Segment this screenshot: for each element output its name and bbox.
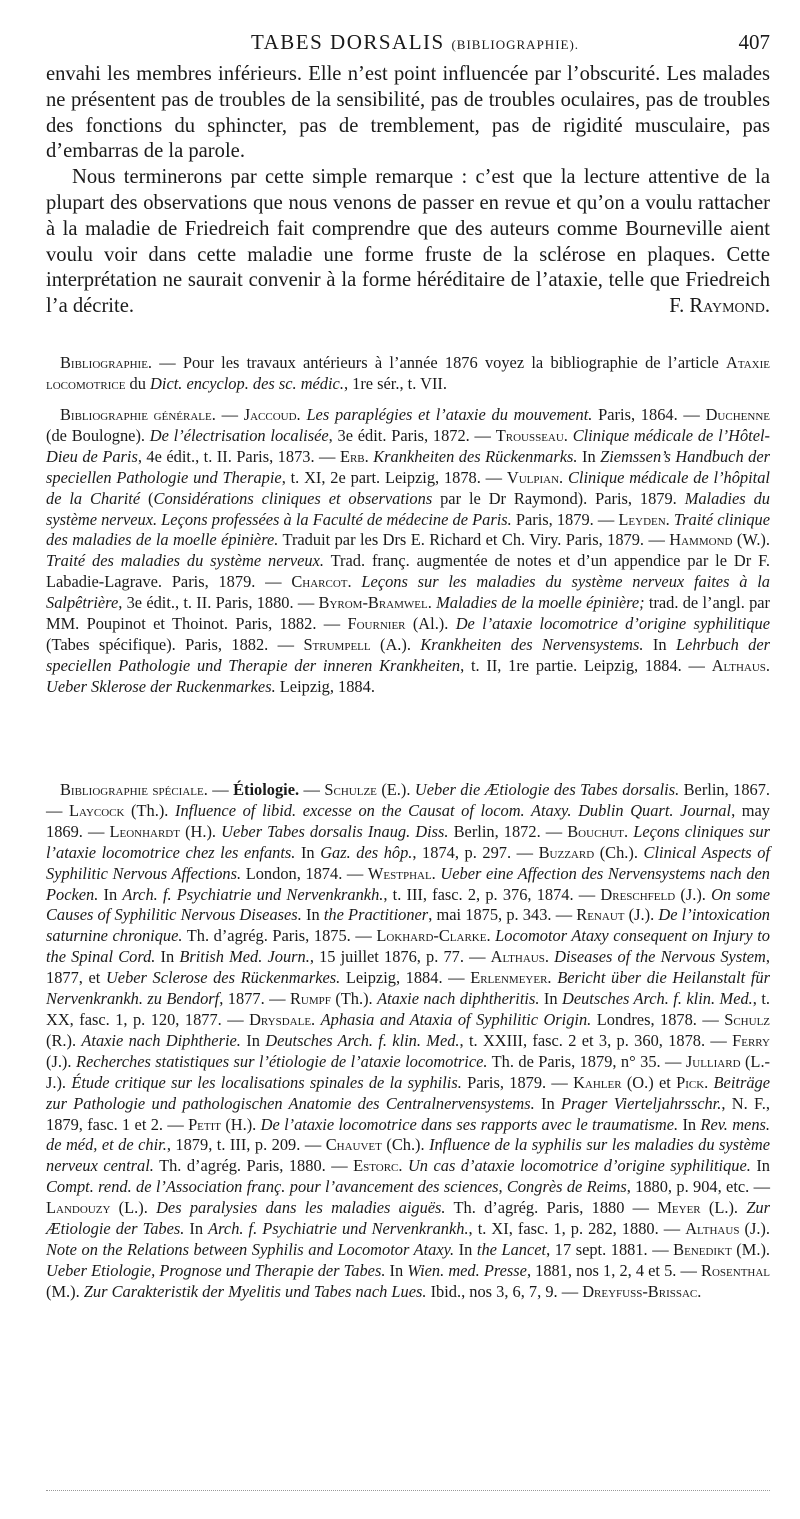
text-run: (H.).: [221, 1114, 261, 1134]
text-run: , 4e édit., t. II. Paris, 1873. —: [137, 446, 340, 466]
text-run: (R.).: [46, 1030, 82, 1050]
text-run: Kahler: [573, 1072, 622, 1092]
text-run: Considérations cliniques et observations: [153, 488, 433, 508]
text-run: Duchenne: [705, 405, 770, 424]
text-run: Benedikt: [673, 1239, 732, 1259]
text-run: (Al.).: [405, 614, 456, 634]
text-run: , 3e édit., t. II. Paris, 1880. —: [118, 593, 319, 613]
text-run: Althaus: [685, 1219, 740, 1239]
text-run: Leyden.: [618, 509, 670, 529]
text-run: , 15 juillet 1876, p. 77. —: [309, 947, 491, 967]
text-run: (O.) et: [621, 1072, 677, 1092]
text-run: , t. XX, fasc. 1, p. 120, 1877. —: [46, 989, 770, 1029]
text-run: Ibid., nos 3, 6, 7, 9. —: [426, 1281, 583, 1301]
page-number: 407: [738, 30, 770, 54]
text-run: Westphal.: [367, 863, 436, 883]
text-run: In: [643, 634, 676, 654]
text-run: Dreschfeld: [600, 884, 676, 904]
text-run: Ueber die Ætiologie des Tabes dorsalis.: [414, 780, 680, 799]
text-run: Rev. mens. de méd, et de chir.: [46, 1114, 770, 1155]
text-run: Traité clinique des maladies de la moelle épinière.: [46, 509, 770, 550]
bibliography-paragraph-1: [46, 353, 770, 395]
paragraph-2: [46, 165, 770, 320]
text-run: Ueber eine Affection des Nervensystems nach den Pocken.: [46, 863, 770, 904]
text-run: Schulze: [324, 780, 377, 799]
text-run: On some Causes of Syphilitic Nervous Diseases.: [46, 884, 770, 925]
bibliography-special: [46, 780, 770, 1303]
text-run: , 17 sept. 1881. —: [546, 1239, 674, 1259]
text-run: Recherches statistiques sur l’étiologie de l’ataxie locomotrice.: [75, 1051, 488, 1071]
text-run: (L.-J.).: [46, 1051, 770, 1092]
text-run: Ueber Tabes dorsalis Inaug. Diss.: [221, 821, 449, 841]
text-run: , 1874, p. 297. —: [412, 842, 539, 862]
text-run: Ueber Etiologie, Prognose und Therapie der Tabes.: [46, 1260, 386, 1280]
text-run: (M.).: [731, 1239, 770, 1259]
text-run: Traité des maladies du système nerveux.: [46, 551, 325, 571]
text-run: Ataxie locomotrice: [46, 353, 770, 393]
text-run: the Lancet: [476, 1239, 547, 1259]
text-run: Th. d’agrég. Paris, 1880. —: [153, 1156, 354, 1176]
text-run: Leçons sur les maladies du système nerveux faites à la Salpêtrière: [46, 572, 770, 613]
text-run: In: [577, 446, 601, 466]
text-run: , 1re sér., t. VII.: [343, 373, 447, 393]
text-run: In: [295, 842, 321, 862]
text-run: Laycock: [69, 800, 125, 820]
text-run: , 1877. —: [219, 989, 290, 1009]
text-run: , 1879, t. III, p. 209. —: [166, 1135, 326, 1155]
paragraph-2-text: Nous terminerons par cette simple remarque : c’est que la lecture attentive de la plupart des observations que nous venons de passer en revue et qu’on a voulu rattacher à la maladie de Friedreich fait comprendre que des auteurs comme Bourneville aient voulu voir dans cette maladie une forme fruste de la sclérose en plaques. Cette interprétation ne saurait convenir à la forme héréditaire de l’ataxie, telle que Friedreich l’a décrite.: [46, 166, 770, 318]
text-run: , 1880, p. 904, etc. —: [626, 1177, 770, 1197]
text-run: Buzzard: [538, 842, 595, 862]
text-run: (L.).: [700, 1198, 747, 1218]
text-run: Lokhard-Clarke.: [376, 926, 491, 946]
text-run: Rumpf: [289, 989, 331, 1009]
text-run: trad. de l’angl. par MM. Poupinot et Thoinot. Paris, 1882. —: [46, 593, 770, 634]
body-text: [46, 62, 770, 320]
text-run: In: [385, 1260, 408, 1280]
text-run: , N. F., 1879, fasc. 1 et 2. —: [46, 1093, 770, 1134]
bibliography-general: [46, 405, 770, 698]
text-run: (M.).: [46, 1281, 84, 1301]
text-run: De l’ataxie locomotrice dans ses rapports avec le traumatisme.: [260, 1114, 679, 1134]
running-head-title: TABES DORSALIS: [250, 30, 445, 54]
text-run: Julliard: [685, 1051, 741, 1071]
bibliography-intro: [46, 353, 770, 395]
text-run: De l’électrisation localisée: [149, 425, 329, 445]
text-run: Traduit par les Drs E. Richard et Ch. Viry. Paris, 1879. —: [278, 530, 670, 550]
text-run: Petit: [188, 1114, 221, 1134]
text-run: British Med. Journ.: [179, 947, 310, 967]
text-run: Pick.: [676, 1072, 709, 1092]
text-run: Erlenmeyer.: [470, 968, 552, 988]
text-run: In: [240, 1030, 266, 1050]
text-run: — Pour les travaux antérieurs à l’année 1876 voyez la bibliographie de l’article: [152, 353, 727, 372]
running-head-subtitle: (BIBLIOGRAPHIE).: [451, 37, 580, 52]
text-run: Les paraplégies et l’ataxie du mouvement.: [306, 405, 593, 424]
text-run: Zur Carakteristik der Myelitis und Tabes nach Lues.: [83, 1281, 427, 1301]
text-run: Prager Vierteljahrsschr.: [560, 1093, 722, 1113]
text-run: , t. XI, 2e part. Leipzig, 1878. —: [281, 467, 507, 487]
text-run: Bericht über die Heilanstalt für Nervenkrankh. zu Bendorf: [46, 968, 770, 1009]
text-run: Aphasia and Ataxia of Syphilitic Origin.: [320, 1009, 592, 1029]
text-run: Influence de la syphilis sur les maladies du système nerveux central.: [46, 1135, 770, 1176]
text-run: Hammond: [669, 530, 733, 550]
text-run: Trad. franç. augmentée de notes et d’un appendice par le Dr F. Labadie-Lagrave. Paris, 1879. —: [46, 551, 770, 592]
text-run: (J.).: [624, 905, 659, 925]
text-run: London, 1874. —: [241, 863, 368, 883]
text-run: Ueber Sclerose des Rückenmarkes.: [105, 968, 341, 988]
text-run: —: [215, 405, 244, 424]
text-run: (Th.).: [330, 989, 378, 1009]
text-run: , may 1869. —: [46, 800, 770, 841]
text-run: Bibliographie.: [60, 353, 153, 372]
text-run: Th. d’agrég. Paris, 1875. —: [182, 926, 377, 946]
text-run: (J.).: [46, 1051, 76, 1071]
text-run: Bibliographie spéciale.: [60, 780, 208, 799]
text-run: Ferry: [732, 1030, 770, 1050]
text-run: Un cas d’ataxie locomotrice d’origine syphilitique.: [407, 1156, 751, 1176]
running-head: [60, 30, 770, 55]
text-run: Schulz: [724, 1009, 771, 1029]
text-run: Londres, 1878. —: [591, 1009, 725, 1029]
text-run: Clinique médicale de l’Hôtel-Dieu de Paris: [46, 425, 770, 466]
text-run: Leonhardt: [109, 821, 180, 841]
text-run: Fournier: [347, 614, 406, 634]
text-run: Paris, 1879. —: [461, 1072, 574, 1092]
text-run: Clinique médicale de l’hôpital de la Charité: [46, 467, 770, 508]
text-run: Ueber Sklerose der Ruckenmarkes.: [46, 676, 276, 696]
text-run: Berlin, 1872. —: [448, 821, 568, 841]
text-run: Vulpian.: [506, 467, 564, 487]
text-run: In: [301, 905, 324, 925]
text-run: Beiträge zur Pathologie und pathologischen Anatomie des Centralnervensystems.: [46, 1072, 770, 1113]
text-run: , 1877, et: [46, 947, 770, 988]
text-run: Leipzig, 1884.: [275, 676, 375, 696]
text-run: the Practitioner: [323, 905, 429, 925]
text-run: (W.).: [732, 530, 770, 550]
text-run: Th. d’agrég. Paris, 1880 —: [445, 1198, 658, 1218]
text-run: Jaccoud.: [243, 405, 301, 424]
text-run: [352, 572, 362, 591]
text-run: Ziemssen’s Handbuch der speciellen Pathologie und Therapie: [46, 446, 770, 487]
text-run: , t. XXIII, fasc. 2 et 3, p. 360, 1878. —: [459, 1030, 733, 1050]
author-signature: F. Raymond.: [669, 295, 770, 318]
text-run: Paris, 1879. —: [511, 509, 619, 529]
text-run: (: [140, 488, 154, 508]
text-run: Compt. rend. de l’Association franç. pour l’avancement des sciences, Congrès de Reims: [46, 1177, 627, 1197]
text-run: Erb.: [339, 446, 369, 466]
text-run: (E.).: [376, 780, 415, 799]
text-run: In: [534, 1093, 561, 1113]
text-run: (J.).: [675, 884, 712, 904]
text-run: Deutsches Arch. f. klin. Med.: [561, 989, 753, 1009]
text-run: —: [207, 780, 234, 799]
text-run: (J.).: [739, 1219, 770, 1239]
text-run: Byrom-Bramwel.: [318, 593, 432, 613]
text-run: Leçons cliniques sur l’ataxie locomotrice chez les enfants.: [46, 821, 770, 862]
text-run: Dict. encyclop. des sc. médic.: [150, 373, 344, 393]
text-run: Landouzy: [46, 1198, 111, 1218]
text-run: , t. XI, fasc. 1, p. 282, 1880. —: [468, 1219, 686, 1239]
text-run: Krankheiten des Rückenmarks.: [373, 446, 578, 466]
text-run: Arch. f. Psychiatrie und Nervenkrankh.: [122, 884, 384, 904]
text-run: Note on the Relations between Syphilis and Locomotor Ataxy.: [46, 1239, 455, 1259]
text-run: (de Boulogne).: [46, 425, 150, 445]
text-run: (Th.).: [124, 800, 175, 820]
text-run: Diseases of the Nervous System: [554, 947, 766, 967]
text-run: , t. III, fasc. 2, p. 376, 1874. —: [383, 884, 601, 904]
text-run: In: [678, 1114, 701, 1134]
text-run: (A.).: [370, 634, 421, 654]
text-run: , 3e édit. Paris, 1872. —: [328, 425, 496, 445]
text-run: In: [454, 1239, 477, 1259]
text-run: (L.).: [110, 1198, 157, 1218]
page-header: [60, 30, 770, 60]
text-run: Chauvet: [325, 1135, 382, 1155]
text-run: Zur Ætiologie der Tabes.: [46, 1198, 771, 1239]
text-run: Drysdale.: [249, 1009, 316, 1029]
text-run: Althaus.: [490, 947, 549, 967]
text-run: Étude critique sur les localisations spinales de la syphilis.: [71, 1072, 462, 1092]
text-run: Wien. med. Presse: [407, 1260, 527, 1280]
text-run: De l’ataxie locomotrice d’origine syphilitique: [455, 614, 770, 634]
text-run: Gaz. des hôp.: [320, 842, 413, 862]
text-run: Maladies de la moelle épinière;: [436, 593, 645, 613]
text-run: Arch. f. Psychiatrie und Nervenkrankh.: [208, 1219, 469, 1239]
text-run: Althaus.: [711, 655, 770, 675]
text-run: Locomotor Ataxy consequent on Injury to the Spinal Cord.: [46, 926, 770, 967]
text-run: —: [299, 780, 325, 799]
text-run: (Ch.).: [594, 842, 644, 862]
text-run: Rosenthal: [701, 1260, 771, 1280]
paragraph-1: envahi les membres inférieurs. Elle n’est point influencée par l’obscurité. Les malades ne présentent pas de troubles de la sensibilité, pas de troubles oculaires, pas de troubles des fonctions du sphincter, pas de tremblement, pas de rigidité musculaire, pas d’embarras de la parole.: [46, 63, 770, 163]
text-run: Bibliographie générale.: [60, 405, 216, 424]
text-run: In: [184, 1219, 209, 1239]
text-run: Paris, 1864. —: [592, 405, 706, 424]
text-run: par le Dr Raymond). Paris, 1879.: [432, 488, 685, 508]
text-run: Lehrbuch der speciellen Pathologie und Therapie der inneren Krankheiten: [46, 634, 770, 675]
text-run: Renaut: [576, 905, 625, 925]
text-run: Ataxie nach diphtheritis.: [377, 989, 540, 1009]
text-run: In: [539, 989, 562, 1009]
text-run: De l’intoxication saturnine chronique.: [46, 905, 770, 946]
footer-rule: [46, 1490, 770, 1491]
text-run: In: [98, 884, 123, 904]
text-run: Berlin, 1867. —: [46, 780, 771, 820]
text-run: Des paralysies dans les maladies aiguës.: [156, 1198, 446, 1218]
text-run: Meyer: [657, 1198, 701, 1218]
bibliography-paragraph-3: [46, 780, 770, 1303]
text-run: Charcot.: [291, 572, 352, 592]
text-run: In: [750, 1156, 770, 1176]
text-run: du: [125, 373, 151, 393]
text-run: Trousseau.: [495, 425, 568, 445]
text-run: (H.).: [179, 821, 222, 841]
text-run: Clinical Aspects of Syphilitic Nervous Affections.: [46, 842, 771, 883]
text-run: Ataxie nach Diphtherie.: [81, 1030, 241, 1050]
text-run: Estorc.: [353, 1156, 403, 1176]
text-run: , 1881, nos 1, 2, 4 et 5. —: [526, 1260, 702, 1280]
text-run: Influence of libid. excesse on the Causat of locom. Ataxy. Dublin Quart. Journal: [175, 800, 732, 820]
text-run: (Ch.).: [381, 1135, 430, 1155]
text-run: Bouchut.: [567, 821, 629, 841]
text-run: Strumpell: [303, 634, 371, 654]
text-run: In: [155, 947, 180, 967]
text-run: Maladies du système nerveux. Leçons professées à la Faculté de médecine de Paris.: [46, 488, 770, 529]
text-run: Deutsches Arch. f. klin. Med.: [265, 1030, 460, 1050]
text-run: Leipzig, 1884. —: [340, 968, 471, 988]
text-run: Krankheiten des Nervensystems.: [420, 634, 644, 654]
text-run: Th. de Paris, 1879, n° 35. —: [487, 1051, 686, 1071]
bibliography-paragraph-2: [46, 405, 770, 698]
text-run: , mai 1875, p. 343. —: [428, 905, 577, 925]
text-run: Dreyfuss-Brissac.: [582, 1281, 702, 1301]
text-run: Étiologie.: [233, 780, 300, 799]
text-run: , t. II, 1re partie. Leipzig, 1884. —: [460, 655, 712, 675]
text-run: (Tabes spécifique). Paris, 1882. —: [46, 634, 304, 654]
